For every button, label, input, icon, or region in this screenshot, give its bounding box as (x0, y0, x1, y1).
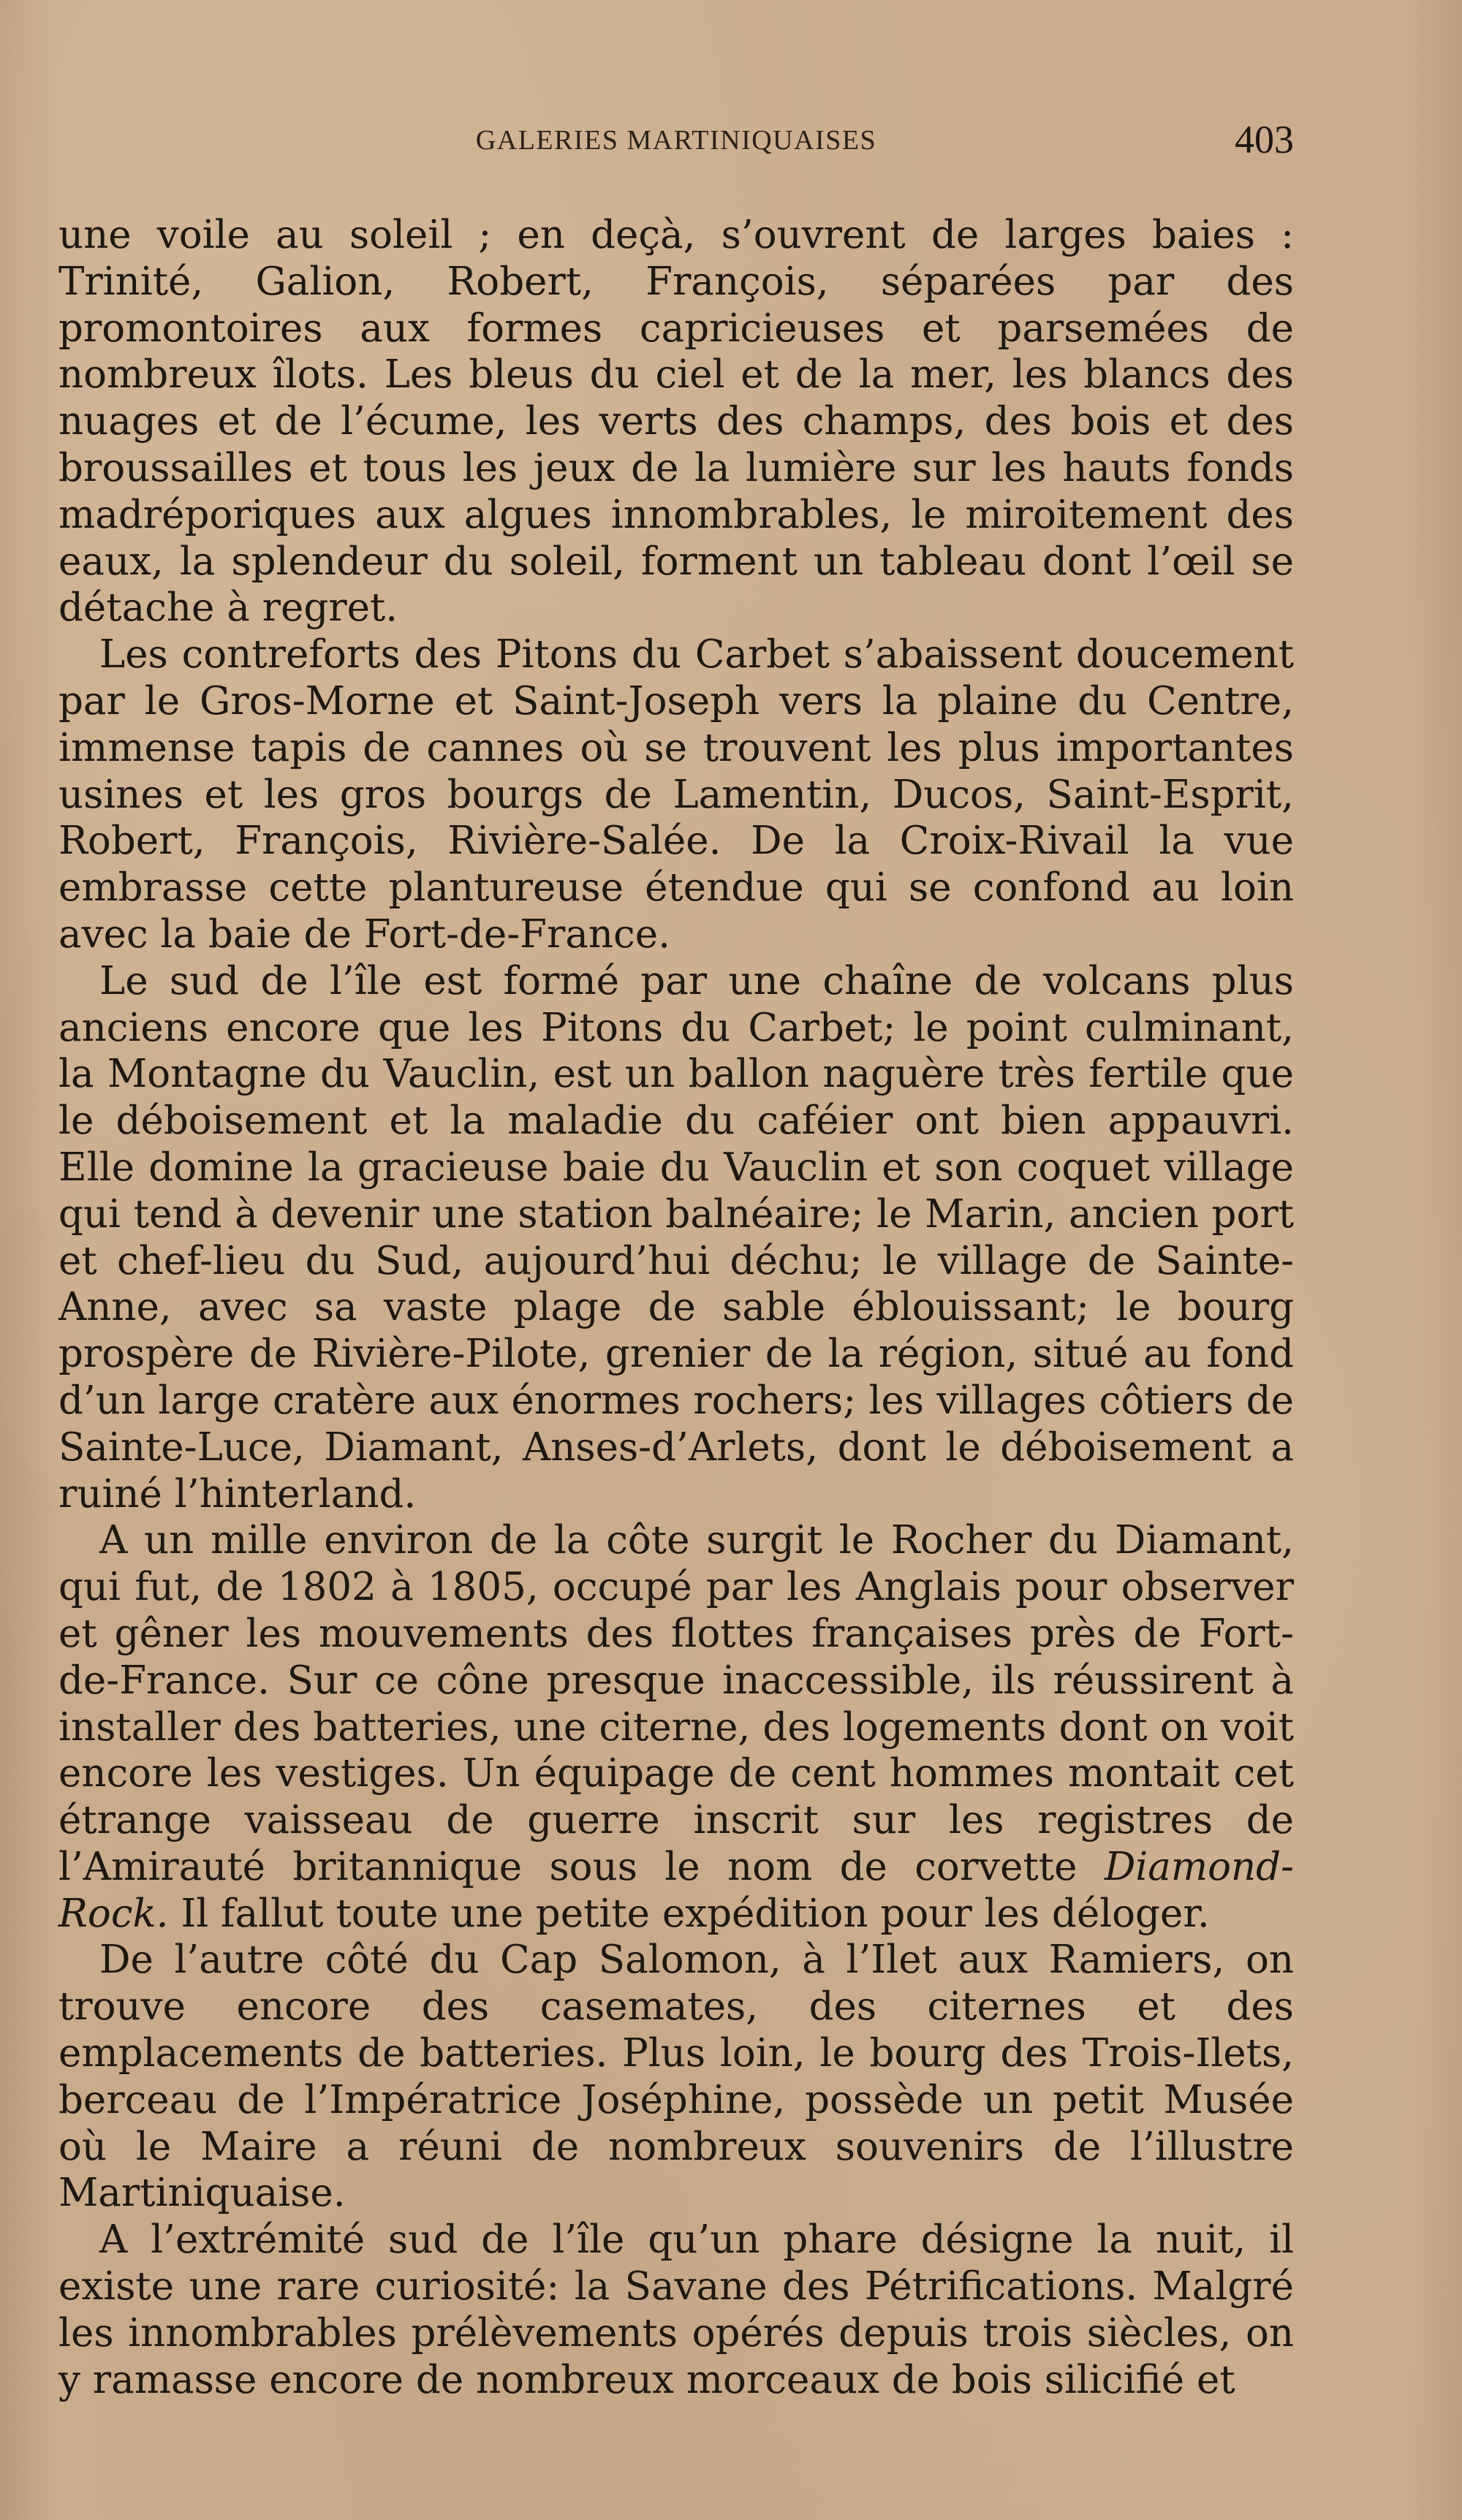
running-head (58, 117, 1294, 175)
body-text (58, 212, 1294, 2403)
paragraph: une voile au soleil ; en deçà, s’ouvrent de larges baies : Trinité, Galion, Robert, François, séparées par des promontoires aux formes capricieuses et parsemées de nombreux îlots. Les bleus du ciel et de la mer, les blancs des nuages et de l’écume, les verts des champs, des bois et des broussailles et tous les jeux de la lumière sur les hauts fonds madréporiques aux algues innombrables, le miroitement des eaux, la splendeur du soleil, forment un tableau dont l’œil se détache à regret. (58, 213, 1294, 631)
paragraph-text: A un mille environ de la côte surgit le Rocher du Diamant, qui fut, de 1802 à 1805, occupé par les Anglais pour observer et gêner les mouvements des flottes françaises près de Fort-de-France. Sur ce cône presque inaccessible, ils réussirent à installer des batteries, une citerne, des logements dont on voit encore les vestiges. Un équipage de cent hommes montait cet étrange vaisseau de guerre inscrit sur les registres de l’Amirauté britannique sous le nom de corvette (58, 1518, 1294, 1889)
paragraph: A l’extrémité sud de l’île qu’un phare désigne la nuit, il existe une rare curiosité: la Savane des Pétrifications. Malgré les innombrables prélèvements opérés depuis trois siècles, on y ramasse encore de nombreux morceaux de bois silicifié et (58, 2217, 1294, 2402)
paragraph (58, 1517, 1294, 1937)
ship-name-emphasis: Diamond-Rock. (58, 1844, 1294, 1936)
paragraph-text: Il fallut toute une petite expédition pour les déloger. (168, 1891, 1210, 1936)
paragraph: Les contreforts des Pitons du Carbet s’abaissent doucement par le Gros-Morne et Saint-Joseph vers la plaine du Centre, immense tapis de cannes où se trouvent les plus importantes usines et les gros bourgs de Lamentin, Ducos, Saint-Esprit, Robert, François, Rivière-Salée. De la Croix-Rivail la vue embrasse cette plantureuse étendue qui se confond au loin avec la baie de Fort-de-France. (58, 632, 1294, 957)
page-number: 403 (1235, 118, 1294, 162)
paragraph: De l’autre côté du Cap Salomon, à l’Ilet aux Ramiers, on trouve encore des casemates, des citernes et des emplacements de batteries. Plus loin, le bourg des Trois-Ilets, berceau de l’Impératrice Joséphine, possède un petit Musée où le Maire a réuni de nombreux souvenirs de l’illustre Martiniquaise. (58, 1938, 1294, 2216)
paragraph: Le sud de l’île est formé par une chaîne de volcans plus anciens encore que les Pitons du Carbet; le point culminant, la Montagne du Vauclin, est un ballon naguère très fertile que le déboisement et la maladie du caféier ont bien appauvri. Elle domine la gracieuse baie du Vauclin et son coquet village qui tend à devenir une station balnéaire; le Marin, ancien port et chef-lieu du Sud, aujourd’hui déchu; le village de Sainte-Anne, avec sa vaste plage de sable éblouissant; le bourg prospère de Rivière-Pilote, grenier de la région, situé au fond d’un large cratère aux énormes rochers; les villages côtiers de Sainte-Luce, Diamant, Anses-d’Arlets, dont le déboisement a ruiné l’hinterland. (58, 958, 1294, 1517)
running-title: GALERIES MARTINIQUAISES (475, 125, 877, 156)
